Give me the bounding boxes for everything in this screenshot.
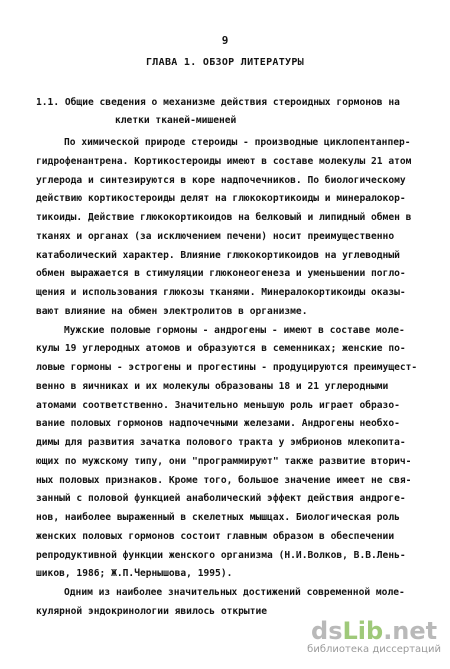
text-line: тканях и органах (за исключением печени) носит преимущественно: [36, 230, 395, 242]
text-line: кулярной эндокринологии явилось открытие: [36, 605, 268, 617]
dslib-logo: [307, 619, 441, 643]
dslib-watermark: [307, 619, 441, 655]
text-line: обмен выражается в стимуляции глюконеогенеза и уменьшении погло-: [36, 268, 406, 280]
logo-part-lib: Lib: [342, 617, 384, 645]
body-text: [36, 134, 426, 622]
logo-part-net: .net: [383, 617, 438, 645]
text-line: венно в яичниках и их молекулы образованы 18 и 21 углеродными: [36, 380, 389, 392]
text-line: шиков, 1986; Ж.П.Чернышова, 1995).: [36, 568, 233, 580]
page-number: 9: [221, 34, 229, 47]
text-line: нов, наиболее выраженный в скелетных мышцах. Биологическая роль: [36, 512, 400, 523]
logo-part-ds: ds: [311, 617, 343, 645]
text-line: гидрофенантрена. Кортикостероиды имеют в составе молекулы 21 атом: [36, 155, 412, 167]
section-heading-line: клетки тканей-мишеней: [115, 115, 237, 126]
text-line: По химической природе стероиды - производные циклопентанпер-: [64, 137, 411, 148]
text-line: димы для развития зачатка полового тракта у эмбрионов млекопита-: [36, 437, 406, 448]
text-line: тикоиды. Действие глюкокортикоидов на белковый и липидный обмен в: [36, 212, 412, 223]
text-line: Мужские половые гормоны - андрогены - имеют в составе моле-: [64, 324, 405, 336]
text-line: занный с половой функцией анаболический эффект действия андроге-: [36, 493, 406, 505]
chapter-title: ГЛАВА 1. ОБЗОР ЛИТЕРАТУРЫ: [145, 57, 304, 68]
text-line: атомами соответственно. Значительно меньшую роль играет образо-: [36, 399, 400, 411]
text-line: ющих по мужскому типу, они "программируют" также развитие вторич-: [36, 455, 412, 467]
text-line: Одним из наиболее значительных достижений современной моле-: [64, 587, 405, 598]
text-line: действию кортикостероиды делят на глюкокортикоиды и минералокор-: [36, 193, 406, 205]
text-line: углерода и синтезируются в коре надпочечников. По биологическому: [36, 174, 406, 186]
text-line: щения и использования глюкозы тканями. Минералокортикоиды оказы-: [36, 287, 406, 298]
text-line: вают влияние на обмен электролитов в организме.: [36, 305, 308, 317]
section-heading: [36, 94, 426, 130]
text-line: кулы 19 углеродных атомов и образуются в семенниках; женские по-: [36, 343, 406, 355]
text-line: репродуктивной функции женского организма (Н.И.Волков, В.В.Лень-: [36, 549, 406, 561]
text-line: ных половых признаков. Кроме того, большое значение имеет не свя-: [36, 474, 412, 486]
watermark-subtitle: библиотека диссертаций: [307, 644, 441, 655]
text-line: женских половых гормонов состоит главным образом в обеспечении: [36, 530, 395, 542]
text-line: вание половых гормонов надпочечными железами. Андрогены необхо-: [36, 418, 400, 430]
text-line: катаболический характер. Влияние глюкокортикоидов на углеводный: [36, 249, 400, 261]
section-heading-line: 1.1. Общие сведения о механизме действия стероидных гормонов на: [36, 97, 400, 108]
text-line: ловые гормоны - эстрогены и прогестины - продуцируются преимущест-: [36, 362, 418, 373]
